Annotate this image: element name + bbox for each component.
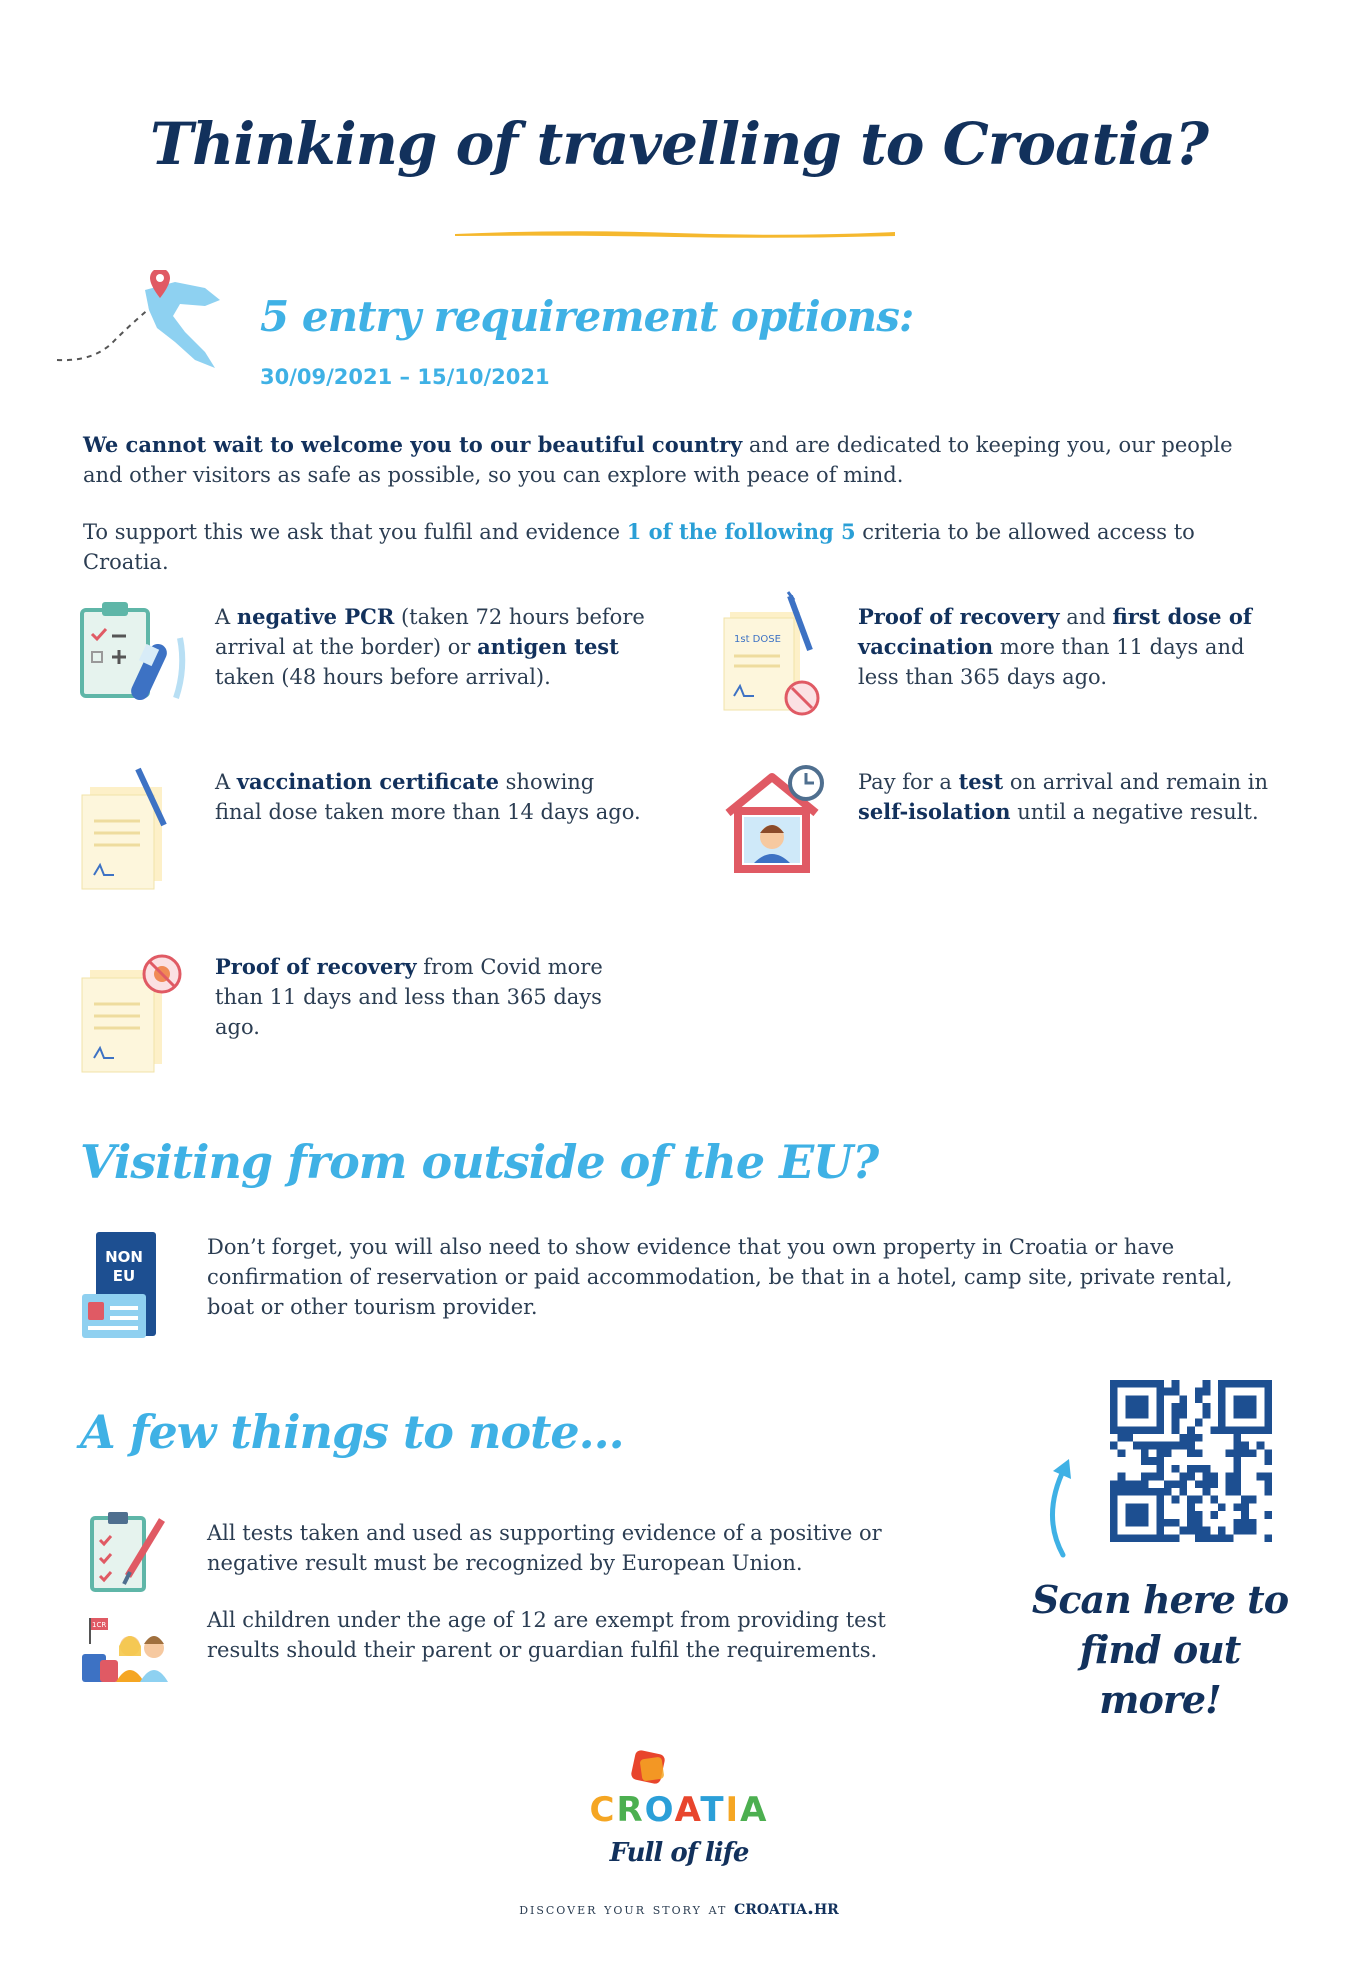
- recovery-text-1: from Covid more than 11 days and less than 365 days ago.: [215, 955, 603, 1039]
- logo-letter: R: [616, 1790, 645, 1830]
- options-heading: 5 entry requirement options:: [260, 292, 914, 341]
- croatia-logo-wordmark: [0, 1790, 1358, 1830]
- qr-code-icon[interactable]: [1110, 1380, 1272, 1542]
- non-eu-heading: Visiting from outside of the EU?: [80, 1135, 879, 1189]
- intro-paragraph: [83, 430, 1273, 490]
- vaccination-text-2: showing final dose taken more than 14 days ago.: [215, 770, 641, 824]
- arrival-text-2: on arrival and remain in: [1003, 770, 1268, 794]
- recovery-dose-text-1: and: [1059, 605, 1113, 629]
- vaccination-bold-1: vaccination certificate: [236, 769, 499, 794]
- title-underline: [455, 228, 895, 240]
- requirement-test-on-arrival: [858, 767, 1288, 827]
- logo-letter: A: [674, 1790, 701, 1830]
- arrival-bold-1: test: [958, 769, 1004, 794]
- pcr-bold-2: antigen test: [477, 634, 619, 659]
- non-eu-badge-line-2: EU: [112, 1267, 136, 1285]
- logo-tagline: Full of life: [609, 1838, 749, 1868]
- recovery-dose-bold-2: first dose of vaccination: [858, 604, 1252, 659]
- scan-line-1: Scan here to: [1031, 1577, 1289, 1622]
- vaccination-text-1: A: [215, 770, 237, 794]
- croatia-map-icon: [55, 270, 235, 380]
- footer-pre: discover your story at: [519, 1900, 735, 1918]
- criteria-text-post: criteria to be allowed access to Croatia.: [83, 520, 1195, 574]
- arrival-bold-2: self-isolation: [858, 799, 1011, 824]
- logo-letter: O: [644, 1790, 675, 1830]
- requirement-recovery-first-dose: [858, 602, 1288, 692]
- criteria-text-pre: To support this we ask that you fulfil and evidence: [83, 520, 627, 544]
- first-dose-label: 1st DOSE: [734, 634, 781, 645]
- children-family-icon: [80, 1610, 172, 1686]
- children-icon-label: 1CR: [92, 1621, 107, 1629]
- criteria-paragraph: [83, 517, 1273, 577]
- non-eu-passport-icon: [82, 1232, 160, 1340]
- croatia-website-link[interactable]: croatia.hr: [734, 1895, 839, 1919]
- logo-letter: A: [740, 1790, 769, 1830]
- logo-letter: T: [700, 1790, 726, 1830]
- requirement-recovery: [215, 952, 645, 1042]
- intro-bold: We cannot wait to welcome you to our beautiful country: [83, 432, 743, 457]
- scan-here-text: [1030, 1575, 1290, 1725]
- curved-arrow-icon: [1035, 1455, 1080, 1560]
- pcr-text-2: (taken 72 hours before arrival at the border) or: [215, 605, 645, 659]
- non-eu-badge-line-1: NON: [105, 1248, 143, 1266]
- croatia-logo-mark: [629, 1750, 669, 1790]
- vaccination-certificate-icon: [78, 765, 188, 895]
- logo-letter: I: [725, 1790, 741, 1830]
- arrival-text-1: Pay for a: [858, 770, 959, 794]
- page-title: Thinking of travelling to Croatia?: [149, 110, 1209, 178]
- requirement-pcr: [215, 602, 645, 692]
- pcr-text-3: taken (48 hours before arrival).: [215, 665, 551, 689]
- footer-text: [0, 1895, 1358, 1919]
- note-item: All tests taken and used as supporting evidence of a positive or negative result must be recognized by European Union.: [207, 1521, 882, 1575]
- house-isolation-icon: [720, 765, 830, 875]
- test-tube-clipboard-icon: [78, 600, 198, 710]
- checklist-pen-icon: [88, 1510, 168, 1594]
- scan-line-2: find out more!: [1079, 1627, 1241, 1722]
- pcr-text-1: A: [215, 605, 237, 629]
- recovery-dose-text-2: more than 11 days and less than 365 days ago.: [858, 635, 1245, 689]
- notes-heading: A few things to note...: [80, 1405, 624, 1459]
- arrival-text-3: until a negative result.: [1010, 800, 1259, 824]
- criteria-highlight: 1 of the following 5: [626, 519, 856, 544]
- recovery-bold-1: Proof of recovery: [215, 954, 417, 979]
- recovery-certificate-icon: [78, 948, 188, 1078]
- first-dose-certificate-icon: [720, 590, 830, 720]
- non-eu-text: Don’t forget, you will also need to show evidence that you own property in Croatia or have confirmation of reservation or paid accommodation, be that in a hotel, camp site, private rental, boat or other tourism provider.: [207, 1235, 1233, 1319]
- intro-rest: and are dedicated to keeping you, our people and other visitors as safe as possible, so you can explore with peace of mind.: [83, 433, 1233, 487]
- requirement-vaccination: [215, 767, 645, 827]
- logo-letter: C: [589, 1790, 617, 1830]
- recovery-dose-bold-1: Proof of recovery: [858, 604, 1060, 629]
- note-item: All children under the age of 12 are exempt from providing test results should their parent or guardian fulfil the requirements.: [207, 1608, 886, 1662]
- pcr-bold-1: negative PCR: [236, 604, 395, 629]
- non-eu-badge-text: [102, 1248, 146, 1286]
- date-range: 30/09/2021 – 15/10/2021: [260, 365, 550, 389]
